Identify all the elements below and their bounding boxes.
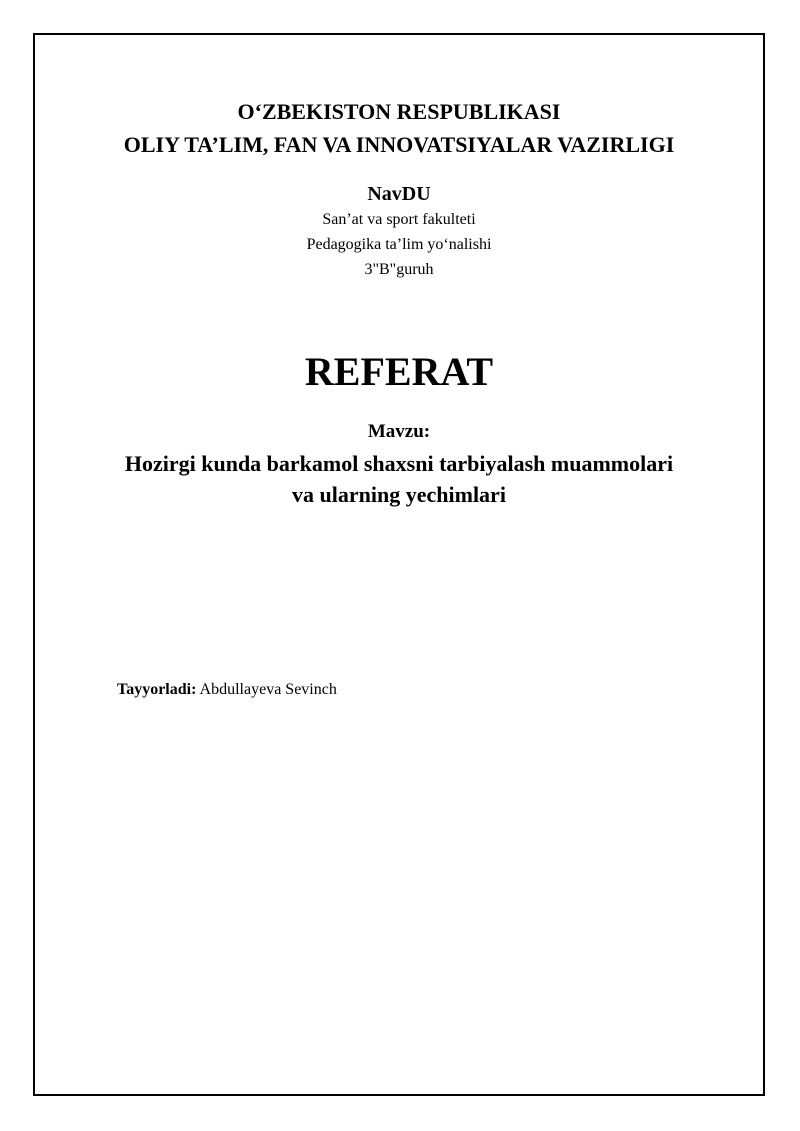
page-border	[33, 33, 765, 1096]
document-title: REFERAT	[304, 349, 494, 394]
ministry-heading: OLIY TA’LIM, FAN VA INNOVATSIYALAR VAZIRLIGI	[123, 132, 675, 157]
group-line: 3"B"guruh	[364, 261, 434, 278]
direction-line: Pedagogika ta’lim yo‘nalishi	[306, 236, 492, 253]
institution-name: NavDU	[367, 183, 431, 205]
topic-line-1: Hozirgi kunda barkamol shaxsni tarbiyalash muammolari	[124, 451, 674, 476]
author-label: Tayyorladi:	[117, 681, 197, 698]
country-heading: O‘ZBEKISTON RESPUBLIKASI	[237, 99, 561, 124]
topic-label: Mavzu:	[367, 421, 431, 442]
faculty-line: San’at va sport fakulteti	[322, 211, 476, 228]
author-name: Abdullayeva Sevinch	[199, 681, 337, 698]
topic-line-2: va ularning yechimlari	[292, 482, 506, 507]
author-line	[117, 680, 337, 700]
